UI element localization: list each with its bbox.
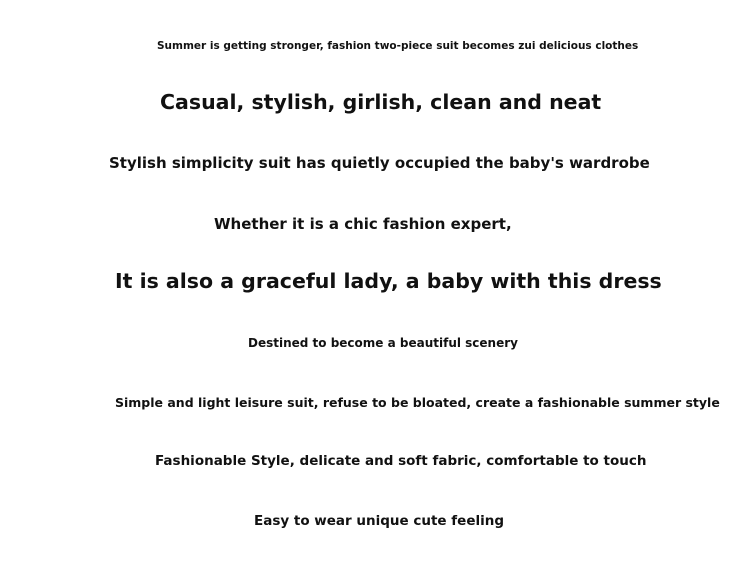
wardrobe-line: Stylish simplicity suit has quietly occupied the baby's wardrobe [109,154,650,172]
cute-feeling-line: Easy to wear unique cute feeling [254,513,505,529]
intro-line: Summer is getting stronger, fashion two-piece suit becomes zui delicious clothes [157,40,639,52]
graceful-lady-line: It is also a graceful lady, a baby with this dress [115,269,662,293]
headline: Casual, stylish, girlish, clean and neat [160,90,602,114]
scenery-line: Destined to become a beautiful scenery [248,336,518,350]
fabric-line: Fashionable Style, delicate and soft fabric, comfortable to touch [155,453,647,469]
leisure-suit-line: Simple and light leisure suit, refuse to be bloated, create a fashionable summer style [115,395,720,410]
fashion-expert-line: Whether it is a chic fashion expert, [214,215,512,233]
